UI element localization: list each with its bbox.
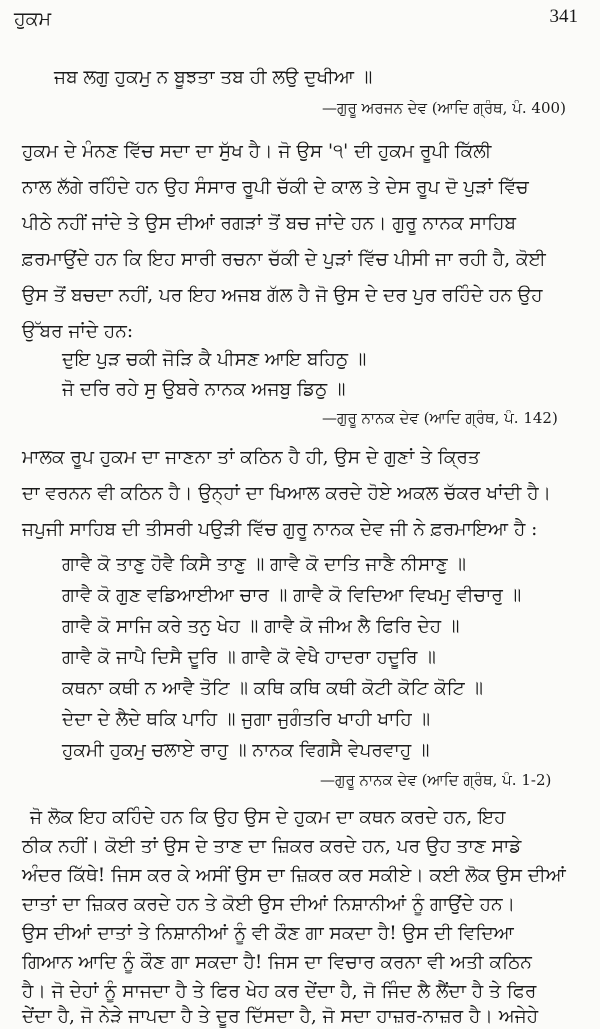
paragraph-line: ਫ਼ਰਮਾਉਂਦੇ ਹਨ ਕਿ ਇਹ ਸਾਰੀ ਰਚਨਾ ਚੱਕੀ ਦੇ ਪੁੜਾਂ ਵਿੱਚ ਪੀਸੀ ਜਾ ਰਹੀ ਹੈ, ਕੋਈ <box>22 249 546 270</box>
citation: —ਗੁਰੂ ਨਾਨਕ ਦੇਵ (ਆਦਿ ਗ੍ਰੰਥ, ਪੰ. 142) <box>322 409 558 427</box>
verse-line: ਹੁਕਮੀ ਹੁਕਮੁ ਚਲਾਏ ਰਾਹੁ ॥ ਨਾਨਕ ਵਿਗਸੈ ਵੇਪਰਵਾਹੁ ॥ <box>62 740 430 761</box>
verse-line: ਕਥਨਾ ਕਥੀ ਨ ਆਵੈ ਤੋਟਿ ॥ ਕਥਿ ਕਥਿ ਕਥੀ ਕੋਟੀ ਕੋਟਿ ਕੋਟਿ ॥ <box>62 678 483 699</box>
paragraph-line: ਅੰਦਰ ਕਿੱਥੇ! ਜਿਸ ਕਰ ਕੇ ਅਸੀਂ ਉਸ ਦਾ ਜ਼ਿਕਰ ਕਰ ਸਕੀਏ। ਕਈ ਲੋਕ ਉਸ ਦੀਆਂ <box>22 865 566 886</box>
paragraph-line: ਹੁਕਮ ਦੇ ਮੰਨਣ ਵਿੱਚ ਸਦਾ ਦਾ ਸੁੱਖ ਹੈ। ਜੋ ਉਸ '੧' ਦੀ ਹੁਕਮ ਰੂਪੀ ਕਿੱਲੀ <box>22 141 492 162</box>
verse-line: ਜਬ ਲਗੁ ਹੁਕਮੁ ਨ ਬੂਝਤਾ ਤਬ ਹੀ ਲਉ ਦੁਖੀਆ ॥ <box>54 67 373 88</box>
paragraph-line: ਹੈ। ਜੋ ਦੇਹਾਂ ਨੂੰ ਸਾਜਦਾ ਹੈ ਤੇ ਫਿਰ ਖੇਹ ਕਰ ਦੇਂਦਾ ਹੈ, ਜੋ ਜਿੰਦ ਲੈ ਲੈਂਦਾ ਹੈ ਤੇ ਫਿਰ <box>22 981 537 1002</box>
verse-line: ਜੋ ਦਰਿ ਰਹੇ ਸੁ ਉਬਰੇ ਨਾਨਕ ਅਜਬੁ ਡਿਠੁ ॥ <box>62 379 346 400</box>
paragraph-line: ਮਾਲਕ ਰੂਪ ਹੁਕਮ ਦਾ ਜਾਣਨਾ ਤਾਂ ਕਠਿਨ ਹੈ ਹੀ, ਉਸ ਦੇ ਗੁਣਾਂ ਤੇ ਕ੍ਰਿਤ <box>22 447 480 468</box>
paragraph-line: ਜਪੁਜੀ ਸਾਹਿਬ ਦੀ ਤੀਸਰੀ ਪਉੜੀ ਵਿੱਚ ਗੁਰੂ ਨਾਨਕ ਦੇਵ ਜੀ ਨੇ ਫ਼ਰਮਾਇਆ ਹੈ : <box>22 519 538 540</box>
verse-line: ਗਾਵੈ ਕੋ ਤਾਣੁ ਹੋਵੈ ਕਿਸੈ ਤਾਣੁ ॥ ਗਾਵੈ ਕੋ ਦਾਤਿ ਜਾਣੈ ਨੀਸਾਣੁ ॥ <box>62 554 466 575</box>
paragraph-line: ਗਿਆਨ ਆਦਿ ਨੂੰ ਕੌਣ ਗਾ ਸਕਦਾ ਹੈ! ਜਿਸ ਦਾ ਵਿਚਾਰ ਕਰਨਾ ਵੀ ਅਤੀ ਕਠਿਨ <box>22 952 532 973</box>
paragraph-line: ਜੋ ਲੋਕ ਇਹ ਕਹਿੰਦੇ ਹਨ ਕਿ ਉਹ ਉਸ ਦੇ ਹੁਕਮ ਦਾ ਕਥਨ ਕਰਦੇ ਹਨ, ਇਹ <box>30 807 506 828</box>
page-number: 341 <box>549 6 578 27</box>
paragraph-line: ਦੇਂਦਾ ਹੈ, ਜੋ ਨੇੜੇ ਜਾਪਦਾ ਹੈ ਤੇ ਦੂਰ ਦਿੱਸਦਾ ਹੈ, ਜੋ ਸਦਾ ਹਾਜ਼ਰ-ਨਾਜ਼ਰ ਹੈ। ਅਜੇਹੇ <box>22 1006 539 1027</box>
verse-line: ਦੁਇ ਪੁੜ ਚਕੀ ਜੋੜਿ ਕੈ ਪੀਸਣ ਆਇ ਬਹਿਠੁ ॥ <box>62 349 367 370</box>
paragraph-line: ਉੱਬਰ ਜਾਂਦੇ ਹਨ: <box>22 321 134 342</box>
running-header: ਹੁਕਮ <box>14 8 52 30</box>
verse-line: ਗਾਵੈ ਕੋ ਸਾਜਿ ਕਰੇ ਤਨੁ ਖੇਹ ॥ ਗਾਵੈ ਕੋ ਜੀਅ ਲੈ ਫਿਰਿ ਦੇਹ ॥ <box>62 616 460 637</box>
paragraph-line: ਉਸ ਤੋਂ ਬਚਦਾ ਨਹੀਂ, ਪਰ ਇਹ ਅਜਬ ਗੱਲ ਹੈ ਜੋ ਉਸ ਦੇ ਦਰ ਪੁਰ ਰਹਿੰਦੇ ਹਨ ਉਹ <box>22 285 543 306</box>
verse-line: ਦੇਦਾ ਦੇ ਲੈਦੇ ਥਕਿ ਪਾਹਿ ॥ ਜੁਗਾ ਜੁਗੰਤਰਿ ਖਾਹੀ ਖਾਹਿ ॥ <box>62 709 431 730</box>
paragraph-line: ਦਾ ਵਰਨਨ ਵੀ ਕਠਿਨ ਹੈ। ਉਨ੍ਹਾਂ ਦਾ ਖਿਆਲ ਕਰਦੇ ਹੋਏ ਅਕਲ ਚੱਕਰ ਖਾਂਦੀ ਹੈ। <box>22 483 552 504</box>
paragraph-line: ਪੀਠੇ ਨਹੀਂ ਜਾਂਦੇ ਤੇ ਉਸ ਦੀਆਂ ਰਗੜਾਂ ਤੋਂ ਬਚ ਜਾਂਦੇ ਹਨ। ਗੁਰੂ ਨਾਨਕ ਸਾਹਿਬ <box>22 213 517 234</box>
citation: —ਗੁਰੂ ਨਾਨਕ ਦੇਵ (ਆਦਿ ਗ੍ਰੰਥ, ਪੰ. 1-2) <box>320 771 552 789</box>
verse-line: ਗਾਵੈ ਕੋ ਗੁਣ ਵਡਿਆਈਆ ਚਾਰ ॥ ਗਾਵੈ ਕੋ ਵਿਦਿਆ ਵਿਖਮੁ ਵੀਚਾਰੁ ॥ <box>62 585 522 606</box>
paragraph-line: ਦਾਤਾਂ ਦਾ ਜ਼ਿਕਰ ਕਰਦੇ ਹਨ ਤੇ ਕੋਈ ਉਸ ਦੀਆਂ ਨਿਸ਼ਾਨੀਆਂ ਨੂੰ ਗਾਉਂਦੇ ਹਨ। <box>22 894 516 915</box>
citation: —ਗੁਰੂ ਅਰਜਨ ਦੇਵ (ਆਦਿ ਗ੍ਰੰਥ, ਪੰ. 400) <box>322 99 566 117</box>
paragraph-line: ਠੀਕ ਨਹੀਂ। ਕੋਈ ਤਾਂ ਉਸ ਦੇ ਤਾਣ ਦਾ ਜ਼ਿਕਰ ਕਰਦੇ ਹਨ, ਪਰ ਉਹ ਤਾਣ ਸਾਡੇ <box>22 836 522 857</box>
paragraph-line: ਨਾਲ ਲੱਗੇ ਰਹਿੰਦੇ ਹਨ ਉਹ ਸੰਸਾਰ ਰੂਪੀ ਚੱਕੀ ਦੇ ਕਾਲ ਤੇ ਦੇਸ ਰੂਪ ਦੋ ਪੁੜਾਂ ਵਿੱਚ <box>22 177 529 198</box>
verse-line: ਗਾਵੈ ਕੋ ਜਾਪੈ ਦਿਸੈ ਦੂਰਿ ॥ ਗਾਵੈ ਕੋ ਵੇਖੈ ਹਾਦਰਾ ਹਦੂਰਿ ॥ <box>62 647 436 668</box>
paragraph-line: ਉਸ ਦੀਆਂ ਦਾਤਾਂ ਤੇ ਨਿਸ਼ਾਨੀਆਂ ਨੂੰ ਵੀ ਕੌਣ ਗਾ ਸਕਦਾ ਹੈ! ਉਸ ਦੀ ਵਿਦਿਆ <box>22 923 514 944</box>
